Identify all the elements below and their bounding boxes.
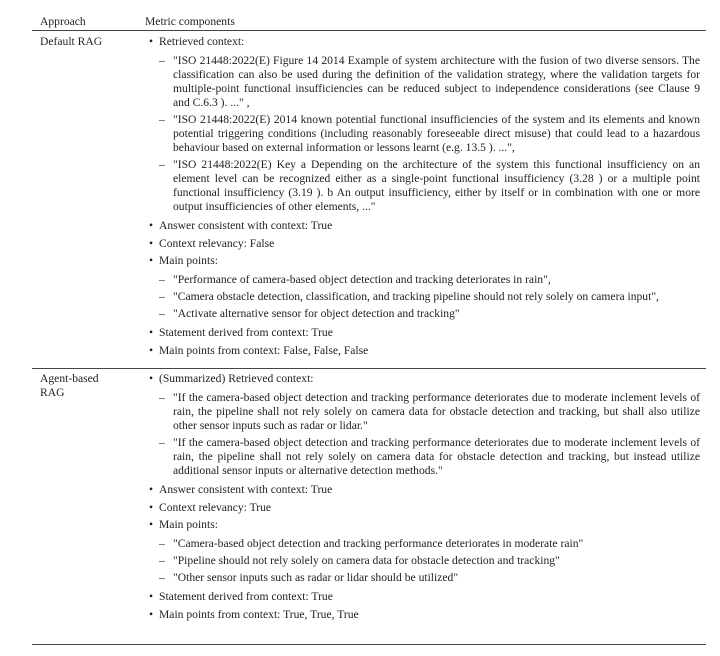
main-point: – "Camera obstacle detection, classification, and tracking pipeline should not rely solely on camera input", (159, 290, 700, 304)
main-points-label: Main points: (159, 518, 218, 532)
main-points-item (145, 254, 700, 321)
retrieved-context-item (145, 35, 700, 214)
answer-consistent-item: • Answer consistent with context: True (145, 483, 700, 497)
retrieved-context-label: (Summarized) Retrieved context: (159, 372, 314, 385)
approach-cell: Agent-based RAG (40, 372, 99, 399)
table-header (32, 12, 706, 31)
statement-derived-item: • Statement derived from context: True (145, 326, 700, 340)
main-points-from-context-item: • Main points from context: False, False, False (145, 344, 700, 358)
metrics-cell (145, 35, 706, 368)
context-snippet: – "If the camera-based object detection and tracking performance deteriorates due to moderate inclement levels of rain, the pipeline shall not rely solely on camera data for obstacle detection and tracking, but shall also utilize other sensor inputs such as radar or lidar." (159, 391, 700, 433)
context-snippet: – "ISO 21448:2022(E) Key a Depending on the architecture of the system this functional insufficiency on an element level can be recognized either as a single-point functional insufficiency (3.28 ) or a multiple point functional insufficiency (3.19 ). b An output insufficiency, either by itself or in combination with one or more output insufficiencies of other elements, ..." (159, 158, 700, 214)
context-relevancy-item: • Context relevancy: False (145, 237, 700, 251)
header-metric-components: Metric components (145, 15, 235, 28)
main-point: – "Activate alternative sensor for object detection and tracking" (159, 307, 700, 321)
table-row-agent-based-rag (32, 369, 706, 645)
main-point: – "Camera-based object detection and tracking performance deteriorates in moderate rain" (159, 537, 700, 551)
answer-consistent-item: • Answer consistent with context: True (145, 219, 700, 233)
main-points-from-context-item: • Main points from context: True, True, True (145, 608, 700, 622)
retrieved-context-item (145, 372, 700, 478)
retrieved-context-label: Retrieved context: (159, 35, 245, 48)
context-relevancy-item: • Context relevancy: True (145, 501, 700, 515)
context-snippet: – "ISO 21448:2022(E) 2014 known potential functional insufficiencies of the system and its elements and known potential triggering conditions (including reasonably foreseeable direct misuse) that could lead to a hazardous behaviour based on external information or lessons learnt (e.g. 13.5 ). ...", (159, 113, 700, 155)
main-points-item (145, 518, 700, 585)
context-snippet: – "ISO 21448:2022(E) Figure 14 2014 Example of system architecture with the fusion of two diverse sensors. The classification can also be used during the definition of the validation strategy, where the validation targets for multiple-point functional insufficiencies can be reduced subject to independence considerations (see Clause 9 and C.6.3 ). ..." , (159, 54, 700, 110)
header-approach: Approach (40, 15, 86, 28)
approach-cell: Default RAG (40, 35, 103, 48)
table-row-default-rag (32, 31, 706, 369)
main-point: – "Pipeline should not rely solely on camera data for obstacle detection and tracking" (159, 554, 700, 568)
statement-derived-item: • Statement derived from context: True (145, 590, 700, 604)
metrics-table (32, 12, 706, 645)
context-snippet: – "If the camera-based object detection and tracking performance deteriorates due to moderate inclement levels of rain, the pipeline shall not rely solely on camera data for obstacle detection and tracking, but instead utilize additional sensor inputs or alternative detection methods." (159, 436, 700, 478)
main-points-label: Main points: (159, 254, 218, 268)
metrics-cell (145, 372, 706, 644)
main-point: – "Performance of camera-based object detection and tracking deteriorates in rain", (159, 273, 700, 287)
main-point: – "Other sensor inputs such as radar or lidar should be utilized" (159, 571, 700, 585)
